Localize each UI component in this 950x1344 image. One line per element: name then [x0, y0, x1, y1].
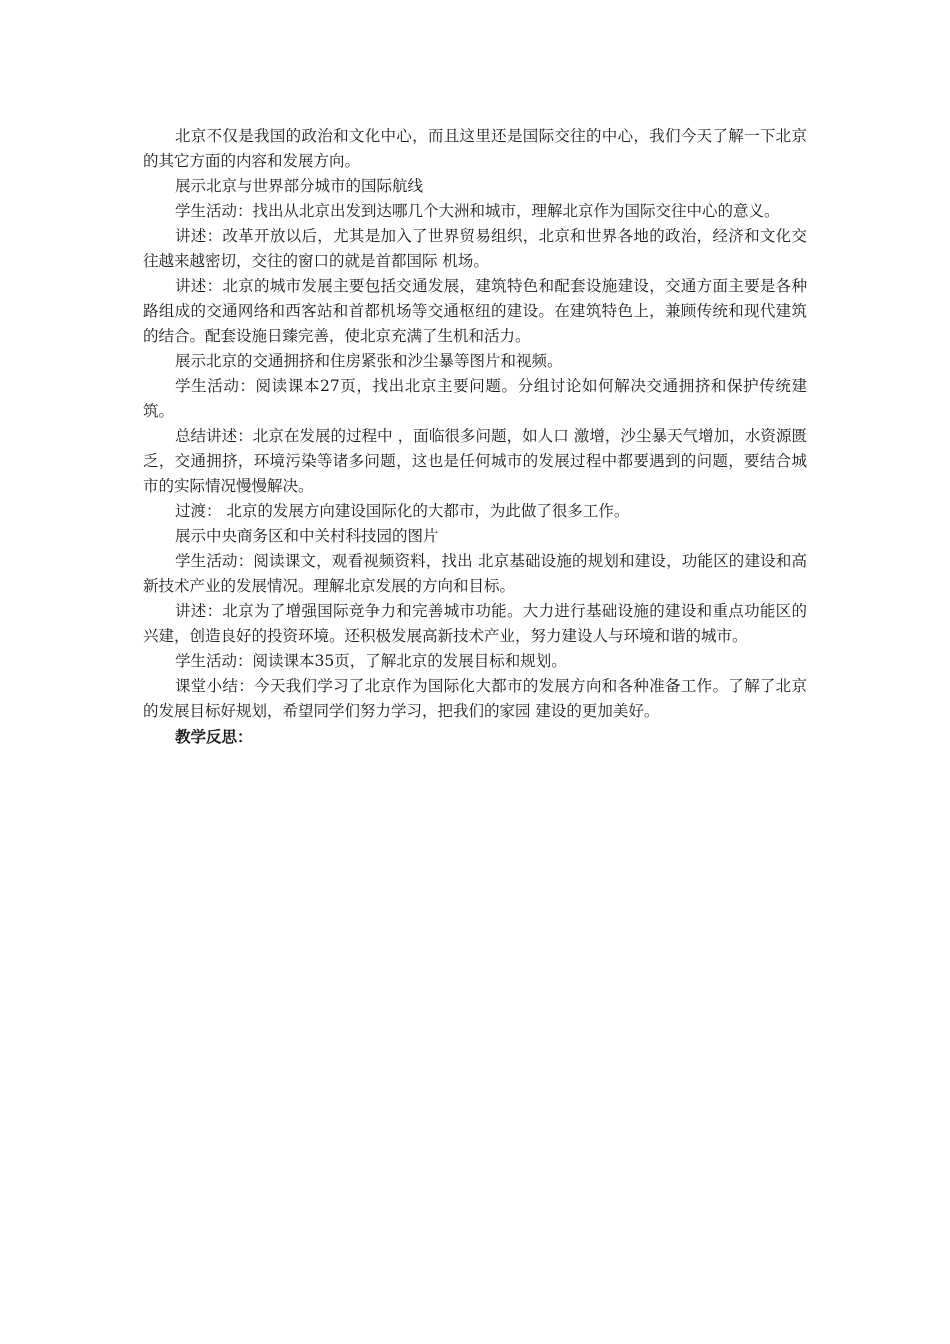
paragraph-student-activity-routes: 学生活动：找出从北京出发到达哪几个大洲和城市，理解北京作为国际交往中心的意义。: [175, 202, 780, 220]
paragraph-student-activity-problems: 学生活动：阅读课本27页，找出北京主要问题。分组讨论如何解决交通拥挤和保护传统建筑。: [143, 377, 807, 420]
paragraph-lecture-competitiveness: 讲述：北京为了增强国际竞争力和完善城市功能。大力进行基础设施的建设和重点功能区的兴建，创造良好的投资环境。还积极发展高新技术产业，努力建设人与环境和谐的城市。: [143, 602, 807, 645]
paragraph-show-air-routes: 展示北京与世界部分城市的国际航线: [175, 177, 424, 195]
paragraph-lecture-reform: 讲述：改革开放以后，尤其是加入了世界贸易组织，北京和世界各地的政治，经济和文化交往越来越密切，交往的窗口的就是首都国际 机场。: [143, 227, 807, 270]
document-body: [143, 124, 807, 749]
paragraph-show-problems: 展示北京的交通拥挤和住房紧张和沙尘暴等图片和视频。: [175, 352, 563, 370]
paragraph-student-activity-infrastructure: 学生活动：阅读课文，观看视频资料，找出 北京基础设施的规划和建设，功能区的建设和高新技术产业的发展情况。理解北京发展的方向和目标。: [143, 552, 807, 595]
paragraph-student-activity-goals: 学生活动：阅读课本35页，了解北京的发展目标和规划。: [175, 652, 567, 670]
paragraph-class-summary: 课堂小结：今天我们学习了北京作为国际化大都市的发展方向和各种准备工作。了解了北京的发展目标好规划，希望同学们努力学习，把我们的家园 建设的更加美好。: [143, 677, 807, 720]
paragraph-transition: 过渡： 北京的发展方向建设国际化的大都市，为此做了很多工作。: [175, 502, 630, 520]
paragraph-intro: 北京不仅是我国的政治和文化中心，而且这里还是国际交往的中心，我们今天了解一下北京的其它方面的内容和发展方向。: [143, 127, 807, 170]
paragraph-lecture-urban-development: 讲述：北京的城市发展主要包括交通发展，建筑特色和配套设施建设，交通方面主要是各种路组成的交通网络和西客站和首都机场等交通枢纽的建设。在建筑特色上，兼顾传统和现代建筑的结合。配套设施日臻完善，使北京充满了生机和活力。: [143, 277, 807, 345]
paragraph-summary-lecture: 总结讲述：北京在发展的过程中 ，面临很多问题，如人口 激增，沙尘暴天气增加，水资源匮乏，交通拥挤，环境污染等诸多问题，这也是任何城市的发展过程中都要遇到的问题，要结合城市的实际情况慢慢解决。: [143, 427, 807, 495]
paragraph-show-cbd: 展示中央商务区和中关村科技园的图片: [175, 527, 439, 545]
reflection-heading: 教学反思：: [175, 727, 253, 746]
